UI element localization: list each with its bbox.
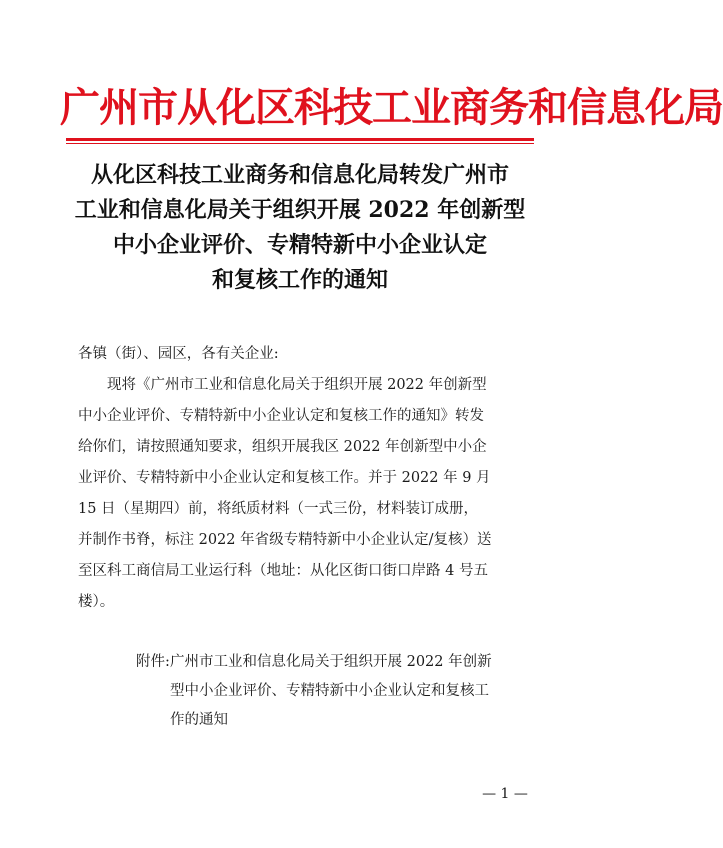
body-paragraph-line: 现将《广州市工业和信息化局关于组织开展 2022 年创新型	[107, 377, 487, 393]
document-title-line: 工业和信息化局关于组织开展 2022 年创新型	[74, 197, 526, 223]
document-title	[60, 158, 540, 298]
issuing-agency-header: 广州市从化区科技工业商务和信息化局	[60, 84, 723, 131]
attachment-line: 广州市工业和信息化局关于组织开展 2022 年创新	[170, 654, 492, 670]
attachment-label: 附件:	[136, 654, 170, 670]
attachment-line: 作的通知	[170, 712, 228, 728]
body-paragraph-line: 并制作书脊，标注 2022 年省级专精特新中小企业认定/复核）送	[78, 532, 492, 548]
header-red-rule-thin	[66, 143, 534, 144]
document-title-line: 从化区科技工业商务和信息化局转发广州市	[90, 162, 509, 188]
body-paragraph-line: 15 日（星期四）前，将纸质材料（一式三份，材料装订成册，	[78, 501, 479, 517]
body-paragraph-line: 给你们，请按照通知要求，组织开展我区 2022 年创新型中小企	[78, 439, 487, 455]
body-paragraph-line: 中小企业评价、专精特新中小企业认定和复核工作的通知》转发	[78, 408, 484, 424]
attachment-line: 型中小企业评价、专精特新中小企业认定和复核工	[170, 683, 489, 699]
attachment-section	[136, 648, 546, 735]
document-body	[78, 339, 528, 618]
body-paragraph-line: 业评价、专精特新中小企业认定和复核工作。并于 2022 年 9 月	[78, 470, 491, 486]
header-red-rule-thick	[66, 138, 534, 141]
document-title-line: 中小企业评价、专精特新中小企业认定	[112, 232, 487, 258]
document-title-line: 和复核工作的通知	[211, 267, 388, 293]
body-paragraph-line: 至区科工商信局工业运行科（地址：从化区街口街口岸路 4 号五	[78, 563, 488, 579]
salutation: 各镇（街）、园区，各有关企业:	[78, 346, 279, 362]
page-number: — 1 —	[482, 786, 528, 802]
body-paragraph-line: 楼）。	[78, 594, 115, 610]
